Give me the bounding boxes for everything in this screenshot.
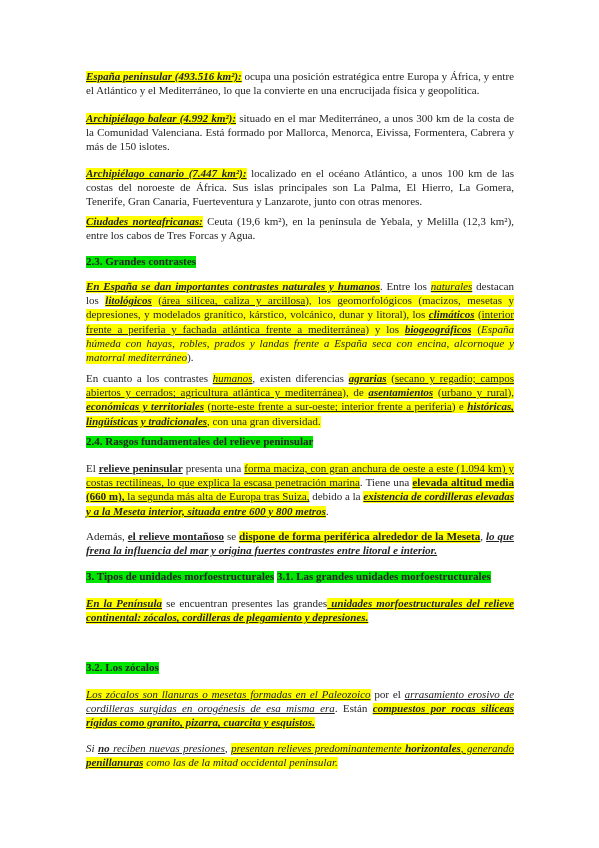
text-span: destacan los	[86, 281, 514, 308]
text-span: ,	[480, 531, 486, 543]
text-span: ) y los	[365, 323, 405, 336]
text-span: se encuentran presentes las grandes	[162, 598, 328, 610]
text-span: lo que frena la influencia del mar y origina fuertes contrastes entre litoral e interior.	[86, 531, 515, 558]
paragraph-espana-peninsular	[86, 70, 514, 98]
text-span: , generando	[460, 743, 515, 755]
text-span: (	[386, 373, 395, 385]
text-span: (	[433, 387, 442, 400]
text-span: . Tiene una	[359, 477, 413, 490]
text-archipielago-balear: situado en el mar Mediterráneo, a unos 300 km de la costa de la Comunidad Valenciana. Está formado por Mallorca, Menorca, Eivissa, Formentera, Cabrera y más de 150 islotes.	[86, 113, 514, 154]
text-span: por el	[370, 689, 405, 701]
text-span: Si	[86, 743, 99, 755]
term-espana-peninsular: España peninsular (493.516 km²):	[86, 71, 242, 83]
text-span: económicas y territoriales	[86, 401, 205, 414]
text-span: arrasamiento erosivo de cordilleras surgidas en orogénesis de esa misma era	[86, 689, 514, 716]
paragraph-relieve-montanoso	[86, 530, 514, 558]
term-archipielago-balear: Archipiélago balear (4.992 km²):	[86, 113, 237, 125]
text-span: agrarias	[348, 373, 387, 385]
text-span: unidades morfoestructurales del relieve continental: zócalos, cordilleras de plegamiento y depresiones.	[86, 598, 514, 625]
text-span: horizontales	[405, 743, 461, 755]
text-span: , existen diferencias	[252, 373, 349, 385]
text-span: humanos	[212, 373, 253, 385]
text-span: secano y regadío; campos abiertos y cerrados; agricultura atlántica y mediterránea	[86, 373, 515, 400]
text-span: Los zócalos son llanuras o mesetas formadas en el Paleozoico	[86, 689, 371, 701]
text-span: ), los geomorfológicos (macizos, mesetas y depresiones, y modelados granítico, kárstico, volcánico, dunar y litoral), los	[86, 295, 514, 322]
term-ciudades-norteafricanas: Ciudades norteafricanas:	[86, 216, 203, 228]
heading-grandes-contrastes	[86, 255, 514, 269]
paragraph-zocalos-definicion	[86, 688, 514, 731]
heading-text: 3.2. Los zócalos	[86, 662, 159, 674]
text-span: .	[325, 505, 329, 518]
text-espana-peninsular: ocupa una posición estratégica entre Europa y África, y entre el Atlántico y el Mediterráneo, lo que la convierte en una encrucijada física y geopolítica.	[86, 71, 514, 98]
text-span: . Entre los	[379, 281, 431, 293]
text-span: En España se dan importantes contrastes naturales y humanos	[86, 281, 380, 293]
text-span: ),	[507, 387, 515, 400]
text-span: existencia de cordilleras elevadas y a la Meseta interior, situada entre 600 y 800 metros	[86, 491, 514, 518]
paragraph-archipielago-canario	[86, 167, 514, 210]
heading-text-part2: 3.1. Las grandes unidades morfoestructurales	[276, 571, 491, 583]
text-span: España húmeda con hayas, robles, prados y landas frente a España seca con encina, alcornoque y matorral mediterráneo	[86, 323, 514, 365]
text-span: compuestos por rocas silíceas rígidas como granito, pizarra, cuarcita y esquistos.	[86, 703, 514, 730]
text-span: reciben nuevas presiones	[109, 743, 225, 755]
text-span: climáticos	[428, 309, 475, 322]
text-span: dispone de forma periférica alrededor de la Meseta	[239, 531, 481, 543]
text-span: naturales	[430, 281, 473, 293]
text-span: En cuanto a los contrastes	[86, 373, 213, 385]
text-span: ).	[187, 352, 194, 365]
text-span: elevada altitud media (660 m),	[86, 477, 514, 504]
text-ciudades-norteafricanas: Ceuta (19,6 km²), en la península de Yebala, y Melilla (12,3 km²), entre los cabos de Tres Forcas y Agua.	[86, 216, 514, 243]
text-span: (	[471, 323, 481, 336]
text-span: asentamientos	[368, 387, 434, 400]
text-span: . Están	[334, 703, 373, 716]
text-span: interior frente a periferia y fachada atlántica frente a mediterránea	[86, 309, 515, 336]
paragraph-archipielago-balear	[86, 112, 514, 155]
text-span: el relieve montañoso	[127, 531, 224, 543]
text-span: la segunda más alta de Europa tras Suiza,	[124, 491, 310, 504]
text-span: debido a la	[309, 491, 364, 504]
text-span: (	[151, 295, 162, 308]
text-span: se	[224, 531, 240, 543]
text-span: no	[98, 743, 110, 755]
text-span: ), de	[342, 387, 369, 400]
text-span: forma maciza, con gran anchura de oeste a este (1.094 km) y costas rectilíneas, lo que explica la escasa penetración marina	[86, 463, 515, 490]
heading-text-part1: 3. Tipos de unidades morfoestructurales	[86, 571, 275, 583]
text-span: (	[204, 401, 212, 414]
text-span: penillanuras	[86, 757, 144, 770]
paragraph-contrastes-humanos	[86, 372, 514, 429]
paragraph-zocalos-presiones	[86, 742, 514, 770]
paragraph-en-la-peninsula	[86, 597, 514, 625]
text-span: , con una gran diversidad.	[207, 415, 321, 428]
heading-los-zocalos	[86, 661, 514, 675]
heading-text: 2.3. Grandes contrastes	[86, 256, 196, 268]
text-span: norte-este frente a sur-oeste; interior frente a periferia	[211, 401, 452, 414]
text-span: presentan relieves predominantemente	[231, 743, 406, 755]
text-span: históricas, lingüísticas y tradicionales	[86, 401, 514, 428]
text-span: litológicos	[105, 295, 152, 308]
paragraph-ciudades-norteafricanas	[86, 215, 514, 243]
text-archipielago-canario: localizado en el océano Atlántico, a unos 100 km de las costas del noroeste de África. Sus islas principales son La Palma, El Hierro, La Gomera, Tenerife, Gran Canaria, Fuerteventura y Lanzarote, junto con otras menores.	[86, 168, 514, 209]
text-span: biogeográficos	[404, 323, 472, 336]
text-span: (	[474, 309, 482, 322]
text-span: En la Península	[86, 598, 163, 610]
paragraph-relieve-peninsular	[86, 462, 514, 519]
text-span: ) e	[451, 401, 468, 414]
text-span: urbano y rural	[441, 387, 508, 400]
text-span: relieve peninsular	[98, 463, 183, 475]
text-span: ,	[224, 743, 232, 755]
text-span: como las de la mitad occidental peninsular.	[143, 757, 338, 770]
paragraph-contrastes-naturales	[86, 280, 514, 365]
heading-rasgos-relieve	[86, 435, 514, 449]
text-span: área silícea, caliza y arcillosa	[161, 295, 306, 308]
term-archipielago-canario: Archipiélago canario (7.447 km²):	[86, 168, 247, 180]
heading-tipos-unidades	[86, 570, 514, 584]
text-span: presenta una	[182, 463, 245, 475]
heading-text: 2.4. Rasgos fundamentales del relieve peninsular	[86, 436, 314, 448]
text-span: El	[86, 463, 99, 475]
text-span: Además,	[86, 531, 128, 543]
